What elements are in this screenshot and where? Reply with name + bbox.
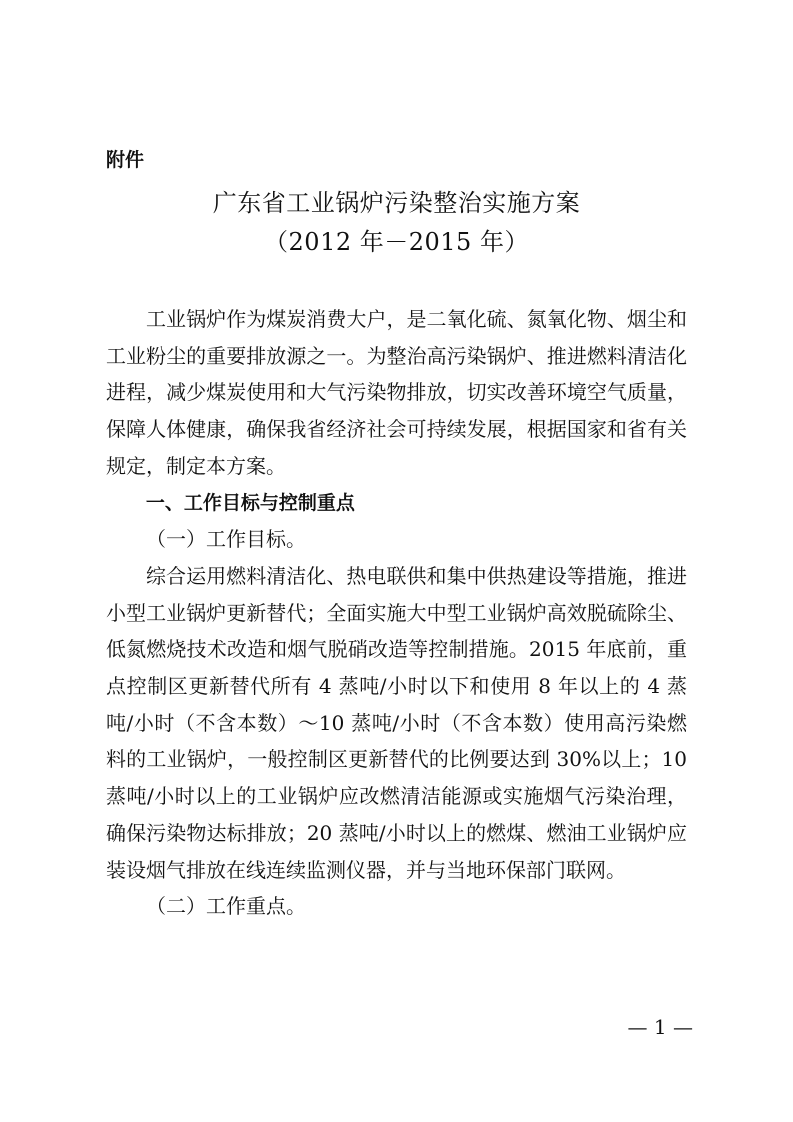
- document-subtitle-years: （2012 年－2015 年）: [264, 228, 529, 256]
- subsection-heading-2: （二）工作重点。: [146, 894, 306, 919]
- subsection-1-paragraph: 综合运用燃料清洁化、热电联供和集中供热建设等措施，推进小型工业锅炉更新替代；全面实施大中型工业锅炉高效脱硫除尘、低氮燃烧技术改造和烟气脱硝改造等控制措施。2015 年底前，重点控制区更新替代所有 4 蒸吨/小时以下和使用 8 年以上的 4 蒸吨/小时（不含本数）～10 蒸吨/小时（不含本数）使用高污染燃料的工业锅炉，一般控制区更新替代的比例要达到 30%以上；10 蒸吨/小时以上的工业锅炉应改燃清洁能源或实施烟气污染治理，确保污染物达标排放；20 蒸吨/小时以上的燃煤、燃油工业锅炉应装设烟气排放在线连续监测仪器，并与当地环保部门联网。: [106, 563, 687, 882]
- intro-paragraph: 工业锅炉作为煤炭消费大户，是二氧化硫、氮氧化物、烟尘和工业粉尘的重要排放源之一。为整治高污染锅炉、推进燃料清洁化进程，减少煤炭使用和大气污染物排放，切实改善环境空气质量，保障人体健康，确保我省经济社会可持续发展，根据国家和省有关规定，制定本方案。: [106, 307, 687, 478]
- document-title: 广东省工业锅炉污染整治实施方案: [212, 189, 581, 217]
- page-number: — 1 —: [627, 1015, 693, 1039]
- section-heading-1: 一、工作目标与控制重点: [145, 491, 355, 514]
- subsection-heading-1: （一）工作目标。: [146, 527, 306, 552]
- document-body: [106, 301, 687, 925]
- attachment-label: 附件: [106, 149, 145, 171]
